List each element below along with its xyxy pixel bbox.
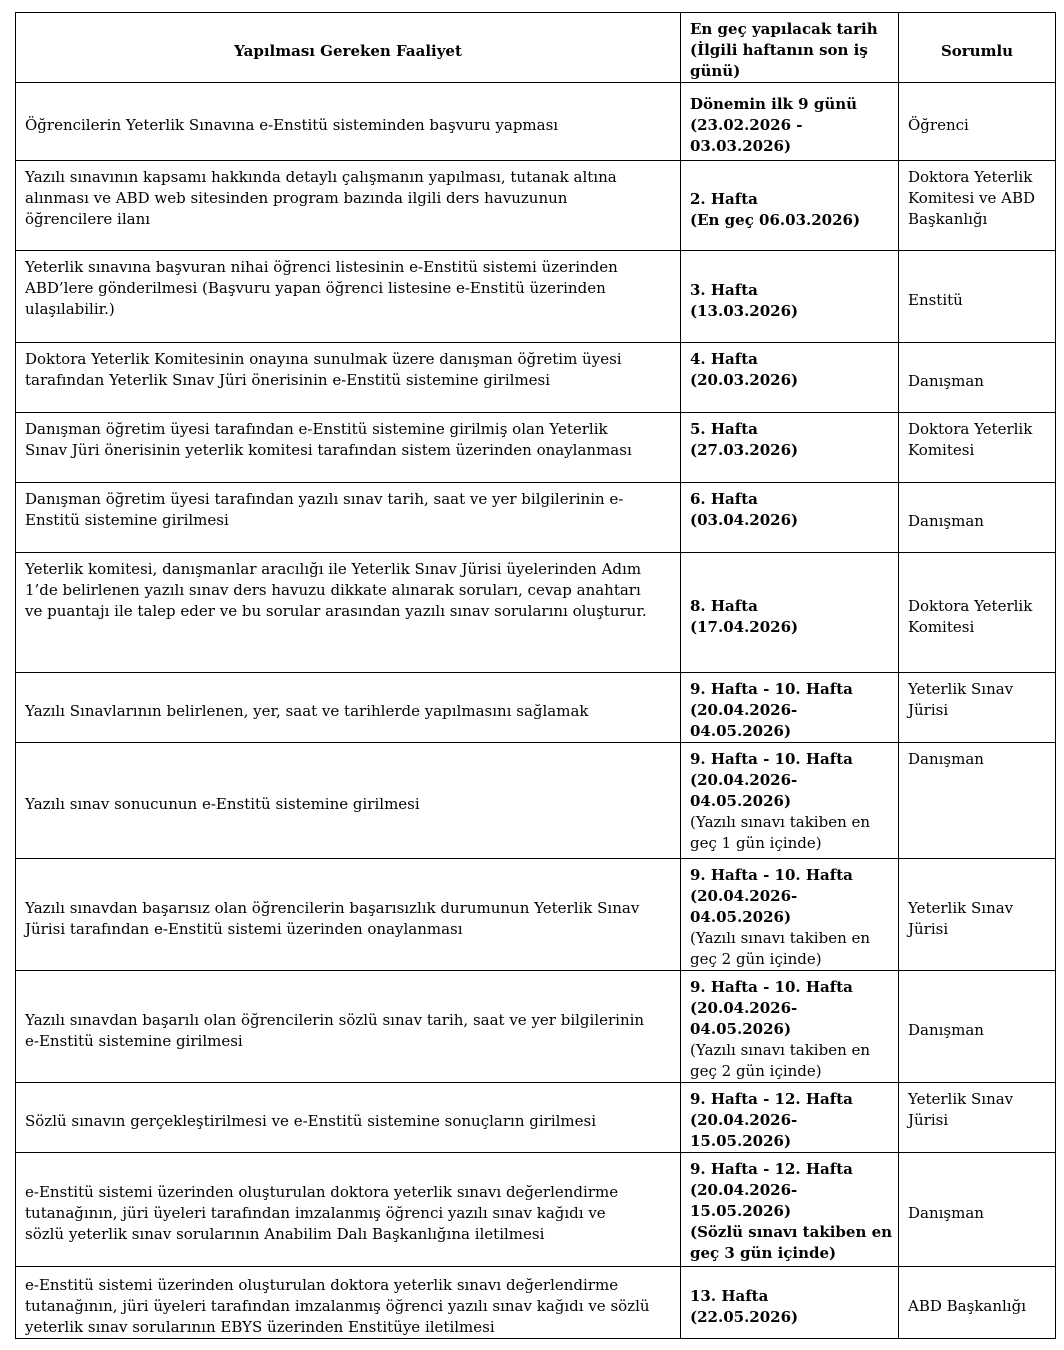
table-row — [16, 553, 1056, 673]
responsible-cell: Doktora Yeterlik Komitesi ve ABD Başkanlığı — [899, 161, 1056, 251]
responsible-cell: Enstitü — [899, 251, 1056, 343]
responsible-cell: Doktora Yeterlik Komitesi — [899, 413, 1056, 483]
deadline-cell — [681, 743, 899, 859]
deadline-cell — [681, 971, 899, 1083]
deadline-cell — [681, 251, 899, 343]
activity-cell: Yazılı sınavının kapsamı hakkında detaylı çalışmanın yapılması, tutanak altına alınması ve ABD web sitesinden program bazında ilgili ders havuzunun öğrencilere ilanı — [16, 161, 681, 251]
deadline-cell — [681, 553, 899, 673]
table-row — [16, 1267, 1056, 1339]
activity-cell: Sözlü sınavın gerçekleştirilmesi ve e-Enstitü sistemine sonuçların girilmesi — [16, 1083, 681, 1153]
responsible-cell: Yeterlik Sınav Jürisi — [899, 859, 1056, 971]
deadline-text: 4. Hafta (20.03.2026) — [690, 350, 799, 389]
responsible-cell: Danışman — [899, 971, 1056, 1083]
responsible-cell: Danışman — [899, 743, 1056, 859]
deadline-text: 9. Hafta - 10. Hafta (20.04.2026- 04.05.2026) — [690, 750, 853, 810]
table-row — [16, 483, 1056, 553]
deadline-note: (Yazılı sınavı takiben en geç 2 gün içinde) — [690, 1041, 871, 1080]
table-row — [16, 161, 1056, 251]
responsible-cell: Danışman — [899, 343, 1056, 413]
table-row — [16, 251, 1056, 343]
activity-cell: Yeterlik komitesi, danışmanlar aracılığı ile Yeterlik Sınav Jürisi üyelerinden Adım 1’de belirlenen yazılı sınav ders havuzu dikkate alınarak soruları, cevap anahtarı ve puantajı ile talep eder ve bu sorular arasından yazılı sınav sorularını oluşturur. — [16, 553, 681, 673]
responsible-cell: Yeterlik Sınav Jürisi — [899, 673, 1056, 743]
deadline-text: 9. Hafta - 12. Hafta (20.04.2026- 15.05.2026) — [690, 1090, 853, 1150]
deadline-cell — [681, 1153, 899, 1267]
deadline-cell — [681, 483, 899, 553]
table-row — [16, 413, 1056, 483]
activity-cell: Öğrencilerin Yeterlik Sınavına e-Enstitü sisteminden başvuru yapması — [16, 83, 681, 161]
activity-cell: Yazılı Sınavlarının belirlenen, yer, saat ve tarihlerde yapılmasını sağlamak — [16, 673, 681, 743]
deadline-text: 13. Hafta (22.05.2026) — [690, 1286, 799, 1326]
deadline-text: 9. Hafta - 10. Hafta (20.04.2026- 04.05.2026) — [690, 978, 853, 1038]
activity-cell: Danışman öğretim üyesi tarafından e-Enstitü sistemine girilmiş olan Yeterlik Sınav Jüri önerisinin yeterlik komitesi tarafından sistem üzerinden onaylanması — [16, 413, 681, 483]
deadline-text: 9. Hafta - 12. Hafta (20.04.2026- 15.05.2026) — [690, 1160, 853, 1220]
schedule-table — [15, 12, 1056, 1339]
responsible-cell: Doktora Yeterlik Komitesi — [899, 553, 1056, 673]
table-row — [16, 83, 1056, 161]
deadline-text: 8. Hafta (17.04.2026) — [690, 596, 799, 636]
deadline-cell — [681, 161, 899, 251]
deadline-cell — [681, 343, 899, 413]
header-activity: Yapılması Gereken Faaliyet — [16, 13, 681, 83]
deadline-note: (Yazılı sınavı takiben en geç 1 gün içinde) — [690, 813, 871, 852]
responsible-cell: ABD Başkanlığı — [899, 1267, 1056, 1339]
deadline-cell — [681, 1083, 899, 1153]
deadline-text: 6. Hafta (03.04.2026) — [690, 490, 799, 529]
responsible-cell: Danışman — [899, 483, 1056, 553]
activity-cell: Danışman öğretim üyesi tarafından yazılı sınav tarih, saat ve yer bilgilerinin e- Enstitü sistemine girilmesi — [16, 483, 681, 553]
table-row — [16, 971, 1056, 1083]
activity-cell: Doktora Yeterlik Komitesinin onayına sunulmak üzere danışman öğretim üyesi tarafından Yeterlik Sınav Jüri önerisinin e-Enstitü sistemine girilmesi — [16, 343, 681, 413]
header-deadline: En geç yapılacak tarih (İlgili haftanın son iş günü) — [681, 13, 899, 83]
deadline-text: 9. Hafta - 10. Hafta (20.04.2026- 04.05.2026) — [690, 680, 853, 740]
activity-cell: e-Enstitü sistemi üzerinden oluşturulan doktora yeterlik sınavı değerlendirme tutanağının, jüri üyeleri tarafından imzalanmış öğrenci yazılı sınav kağıdı ve sözlü yeterlik sınav sorularının Anabilim Dalı Başkanlığına iletilmesi — [16, 1153, 681, 1267]
deadline-note: (Sözlü sınavı takiben en geç 3 gün içinde) — [690, 1223, 893, 1262]
activity-cell: e-Enstitü sistemi üzerinden oluşturulan doktora yeterlik sınavı değerlendirme tutanağının, jüri üyeleri tarafından imzalanmış öğrenci yazılı sınav kağıdı ve sözlü yeterlik sınav sorularının EBYS üzerinden Enstitüye iletilmesi — [16, 1267, 681, 1339]
table-row — [16, 743, 1056, 859]
deadline-note: (Yazılı sınavı takiben en geç 2 gün içinde) — [690, 929, 871, 968]
deadline-text: 3. Hafta (13.03.2026) — [690, 280, 799, 320]
table-row — [16, 1083, 1056, 1153]
deadline-text: 9. Hafta - 10. Hafta (20.04.2026- 04.05.2026) — [690, 866, 853, 926]
responsible-cell: Danışman — [899, 1153, 1056, 1267]
deadline-text: 2. Hafta (En geç 06.03.2026) — [690, 189, 861, 229]
table-row — [16, 673, 1056, 743]
activity-cell: Yazılı sınavdan başarısız olan öğrencilerin başarısızlık durumunun Yeterlik Sınav Jürisi tarafından e-Enstitü sistemi üzerinden onaylanması — [16, 859, 681, 971]
table-row — [16, 859, 1056, 971]
deadline-cell — [681, 859, 899, 971]
responsible-cell: Öğrenci — [899, 83, 1056, 161]
activity-cell: Yazılı sınav sonucunun e-Enstitü sistemine girilmesi — [16, 743, 681, 859]
activity-cell: Yazılı sınavdan başarılı olan öğrencilerin sözlü sınav tarih, saat ve yer bilgilerinin e-Enstitü sistemine girilmesi — [16, 971, 681, 1083]
activity-cell: Yeterlik sınavına başvuran nihai öğrenci listesinin e-Enstitü sistemi üzerinden ABD’lere gönderilmesi (Başvuru yapan öğrenci listesine e-Enstitü üzerinden ulaşılabilir.) — [16, 251, 681, 343]
header-row — [16, 13, 1056, 83]
deadline-text: Dönemin ilk 9 günü (23.02.2026 - 03.03.2026) — [690, 95, 858, 155]
deadline-cell — [681, 673, 899, 743]
deadline-cell — [681, 83, 899, 161]
header-responsible: Sorumlu — [899, 13, 1056, 83]
deadline-cell — [681, 1267, 899, 1339]
responsible-cell: Yeterlik Sınav Jürisi — [899, 1083, 1056, 1153]
table-row — [16, 1153, 1056, 1267]
table-row — [16, 343, 1056, 413]
deadline-text: 5. Hafta (27.03.2026) — [690, 420, 799, 459]
deadline-cell — [681, 413, 899, 483]
